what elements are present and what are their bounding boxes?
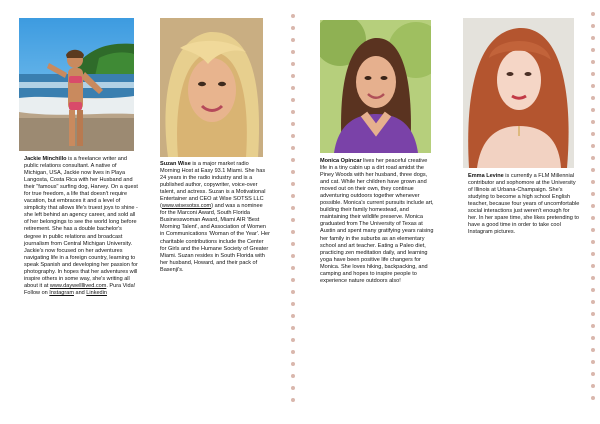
divider-dot: [291, 314, 295, 318]
divider-dot: [291, 230, 295, 234]
jackie-minchillo-photo: [19, 18, 134, 151]
divider-dot: [591, 12, 595, 16]
divider-dot: [291, 398, 295, 402]
divider-dot: [591, 24, 595, 28]
bio-name: Jackie Minchillo: [24, 156, 67, 162]
suzan-wise-bio: [160, 161, 270, 274]
divider-dot: [591, 348, 595, 352]
divider-dot: [291, 158, 295, 162]
jackie-minchillo-bio: [24, 156, 138, 297]
divider-dot: [591, 228, 595, 232]
divider-dot: [291, 386, 295, 390]
divider-dot: [291, 254, 295, 258]
divider-dot: [591, 336, 595, 340]
divider-dot: [291, 62, 295, 66]
divider-dot: [291, 326, 295, 330]
bio-text: is a freelance writer and public relations consultant. A native of Michigan, USA, Jackie now lives in Playa Langosta, Costa Rica with her Husband and their "famous" surfing dog, Harvey. On a quest for true freedom, a life that doesn't require vacation, but embraces it and a level of simplicity that allows life's truest joys to shine - she left behind an agency career, and sold all of her belongings to see the world long before retirement. She has a double bachelor's degree in public relations and broadcast journalism from Central Michigan University. Jackie's now focused on her adventures navigating life in a foreign country, learning to speak Spanish and developing her passion for photography. In hopes that her adventures will inspire others in some way, she's writing all about it at: [24, 156, 138, 289]
right-edge-dotted-divider: [590, 12, 596, 408]
divider-dot: [591, 372, 595, 376]
website-link[interactable]: www.daywellllived.com: [49, 282, 107, 289]
divider-dot: [291, 14, 295, 18]
divider-dot: [291, 302, 295, 306]
divider-dot: [291, 38, 295, 42]
divider-dot: [591, 276, 595, 280]
divider-dot: [591, 84, 595, 88]
divider-dot: [591, 324, 595, 328]
divider-dot: [291, 290, 295, 294]
bio-text: is currently a FLM Millennial contributor and sophomore at the University of Illinois at Urbana-Champaign. She's studying to become a high school English teacher, because four years of uncomfortable social interactions just weren't enough for her. In her spare time, she likes pretending to have a good time in order to take cool Instagram pictures.: [468, 173, 580, 236]
divider-dot: [591, 264, 595, 268]
bio-text: is a major market radio Morning Host at Easy 93.1 Miami. She has 24 years in the radio industry and is a published author, copywriter, voice-over talent, and actress. Suzan is a Motivational Entertainer and CEO at Wise SOTSS LLC (: [160, 161, 266, 210]
divider-dot: [591, 252, 595, 256]
divider-dot: [591, 120, 595, 124]
divider-dot: [291, 74, 295, 78]
bio-text: and: [73, 289, 87, 296]
bio-text: . Pura Vida! Follow on: [24, 282, 136, 296]
divider-dot: [591, 72, 595, 76]
divider-dot: [291, 26, 295, 30]
divider-dot: [291, 266, 295, 270]
divider-dot: [591, 192, 595, 196]
divider-dot: [591, 36, 595, 40]
monica-opincar-bio: [320, 158, 435, 285]
divider-dot: [591, 300, 595, 304]
divider-dot: [291, 86, 295, 90]
divider-dot: [591, 396, 595, 400]
divider-dot: [291, 170, 295, 174]
emma-levine-photo: [463, 18, 574, 168]
bio-name: Suzan Wise: [160, 161, 191, 167]
divider-dot: [591, 204, 595, 208]
divider-dot: [291, 98, 295, 102]
divider-dot: [291, 146, 295, 150]
website-link[interactable]: www.wisesotss.com: [161, 203, 212, 210]
divider-dot: [591, 240, 595, 244]
divider-dot: [291, 122, 295, 126]
bio-text: lives her peaceful creative life in a tiny cabin up a dirt road amidst the Piney Woods with her husband, three dogs, and cat. While her children have grown and moved out on their own, they continue adventuring outdoors together whenever possible. Monica's current pursuits include art, building their family homestead, and maintaining their wildlife preserve. Monica graduated from The University of Texas at Austin and spent many gratifying years raising her family in the suburbs as an elementary school and art teacher. Eating a Paleo diet, practicing zen meditation daily, and learning yoga have been positive life changers for Monica. She loves hiking, backpacking, and camping and hopes to inspire people to experience nature outdoors also!: [320, 158, 434, 284]
bio-text: ) and was a nominee for the Marconi Award, South Florida Businesswoman Award, Miami AIR 'Best Morning Talent', and Association of Women in Communications 'Woman of the Year'. Her charitable contributions include the Center for Girls and the Humane Society of Greater Miami. Suzan resides in South Florida with her husband, Howard, and their pack of Basenji's.: [160, 203, 270, 273]
instagram-link[interactable]: Instagram: [49, 289, 74, 296]
divider-dot: [591, 156, 595, 160]
divider-dot: [591, 108, 595, 112]
divider-dot: [291, 206, 295, 210]
divider-dot: [591, 96, 595, 100]
center-fold-dotted-divider: [290, 14, 296, 410]
divider-dot: [591, 168, 595, 172]
emma-levine-bio: [468, 173, 580, 236]
divider-dot: [291, 110, 295, 114]
divider-dot: [591, 60, 595, 64]
divider-dot: [591, 180, 595, 184]
divider-dot: [591, 312, 595, 316]
divider-dot: [291, 134, 295, 138]
linkedin-link[interactable]: Linkedin: [86, 289, 107, 296]
divider-dot: [591, 144, 595, 148]
divider-dot: [291, 362, 295, 366]
bio-name: Emma Levine: [468, 173, 504, 179]
divider-dot: [291, 242, 295, 246]
divider-dot: [591, 288, 595, 292]
divider-dot: [591, 360, 595, 364]
divider-dot: [291, 374, 295, 378]
divider-dot: [291, 338, 295, 342]
suzan-wise-photo: [160, 18, 263, 157]
divider-dot: [291, 50, 295, 54]
divider-dot: [291, 194, 295, 198]
divider-dot: [291, 218, 295, 222]
divider-dot: [591, 48, 595, 52]
monica-opincar-photo: [320, 20, 431, 153]
divider-dot: [291, 182, 295, 186]
divider-dot: [291, 278, 295, 282]
bio-name: Monica Opincar: [320, 158, 362, 164]
divider-dot: [291, 350, 295, 354]
divider-dot: [591, 132, 595, 136]
divider-dot: [591, 384, 595, 388]
divider-dot: [591, 216, 595, 220]
